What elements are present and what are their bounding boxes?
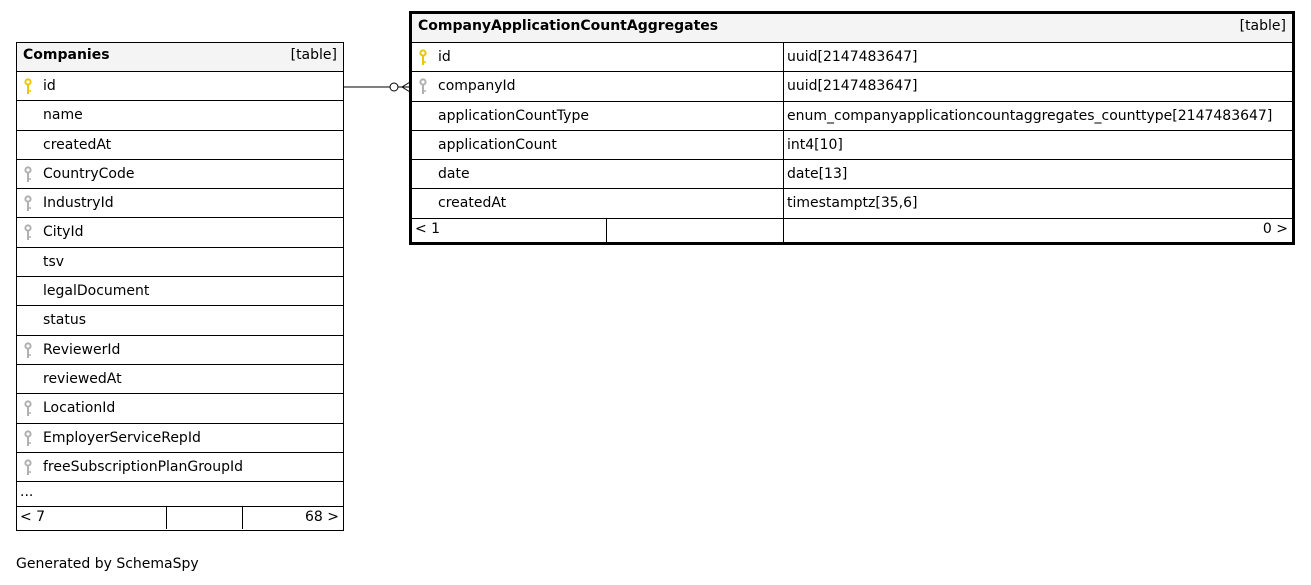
column-type: enum_companyapplicationcountaggregates_counttype[2147483647] — [787, 107, 1273, 124]
column-divider — [783, 102, 784, 130]
column-row[interactable] — [17, 189, 343, 218]
column-name[interactable]: createdAt — [438, 195, 507, 212]
column-row[interactable] — [412, 189, 1292, 218]
footer-divider — [242, 507, 243, 529]
column-divider — [783, 72, 784, 100]
column-row[interactable] — [17, 101, 343, 130]
parents-count[interactable]: < 1 — [415, 220, 441, 237]
column-row[interactable] — [412, 72, 1292, 101]
column-type: timestamptz[35,6] — [787, 195, 918, 212]
table-name[interactable]: CompanyApplicationCountAggregates — [418, 18, 719, 34]
table-header[interactable] — [17, 43, 343, 72]
foreign-key-icon — [23, 195, 37, 212]
column-divider — [783, 160, 784, 188]
column-name[interactable]: reviewedAt — [43, 370, 122, 387]
column-name[interactable]: LocationId — [43, 400, 116, 417]
column-list — [412, 43, 1292, 219]
column-row[interactable] — [17, 160, 343, 189]
column-row[interactable] — [17, 131, 343, 160]
foreign-key-icon — [23, 342, 37, 359]
children-count[interactable]: 0 > — [1262, 220, 1288, 237]
parents-count[interactable]: < 7 — [20, 509, 46, 526]
footer-divider — [606, 219, 607, 244]
column-type: int4[10] — [787, 136, 843, 153]
column-name[interactable]: companyId — [438, 78, 516, 95]
column-name[interactable]: EmployerServiceRepId — [43, 429, 201, 446]
column-type: date[13] — [787, 166, 848, 183]
generated-by-text: Generated by SchemaSpy — [16, 556, 199, 572]
table-header[interactable] — [412, 14, 1292, 43]
footer-divider — [166, 507, 167, 529]
column-row[interactable] — [17, 365, 343, 394]
table-kind: [table] — [290, 47, 337, 63]
zero-optional-marker — [390, 83, 398, 91]
column-row[interactable] — [17, 306, 343, 335]
column-divider — [783, 43, 784, 71]
column-name[interactable]: createdAt — [43, 136, 112, 153]
table-kind: [table] — [1239, 18, 1286, 34]
column-name[interactable]: applicationCountType — [438, 107, 589, 124]
column-divider — [783, 131, 784, 159]
column-divider — [783, 189, 784, 217]
primary-key-icon — [23, 78, 37, 95]
column-name[interactable]: legalDocument — [43, 283, 150, 300]
column-row[interactable] — [412, 160, 1292, 189]
children-count[interactable]: 68 > — [305, 509, 339, 526]
column-row[interactable] — [17, 72, 343, 101]
column-name[interactable]: date — [438, 166, 470, 183]
column-row[interactable] — [17, 248, 343, 277]
column-row[interactable] — [17, 394, 343, 423]
foreign-key-icon — [23, 224, 37, 241]
foreign-key-icon — [23, 430, 37, 447]
more-columns-text: ... — [20, 484, 34, 501]
column-row[interactable] — [17, 218, 343, 247]
column-name[interactable]: IndustryId — [43, 195, 114, 212]
foreign-key-icon — [418, 78, 432, 95]
foreign-key-icon — [23, 400, 37, 417]
foreign-key-icon — [23, 459, 37, 476]
column-row[interactable] — [412, 102, 1292, 131]
table-footer — [412, 219, 1292, 244]
column-name[interactable]: applicationCount — [438, 136, 557, 153]
companies-table[interactable] — [16, 42, 344, 531]
column-list — [17, 72, 343, 482]
column-name[interactable]: freeSubscriptionPlanGroupId — [43, 458, 244, 475]
foreign-key-icon — [23, 166, 37, 183]
column-type: uuid[2147483647] — [787, 78, 918, 95]
column-name[interactable]: id — [43, 78, 56, 94]
column-name[interactable]: name — [43, 107, 83, 124]
column-row[interactable] — [412, 43, 1292, 72]
table-name[interactable]: Companies — [23, 47, 110, 63]
table-footer — [17, 507, 343, 529]
column-name[interactable]: CityId — [43, 224, 84, 241]
column-row[interactable] — [17, 336, 343, 365]
primary-key-icon — [418, 49, 432, 66]
footer-divider — [783, 219, 784, 244]
column-row[interactable] — [412, 131, 1292, 160]
column-row[interactable] — [17, 424, 343, 453]
column-row[interactable] — [17, 453, 343, 482]
column-name[interactable]: CountryCode — [43, 165, 135, 182]
column-name[interactable]: ReviewerId — [43, 341, 121, 358]
column-type: uuid[2147483647] — [787, 49, 918, 65]
column-name[interactable]: id — [438, 49, 451, 65]
aggregates-table[interactable] — [409, 11, 1295, 245]
column-name[interactable]: status — [43, 312, 87, 329]
column-name[interactable]: tsv — [43, 253, 65, 270]
column-row[interactable] — [17, 277, 343, 306]
more-columns — [17, 482, 343, 507]
